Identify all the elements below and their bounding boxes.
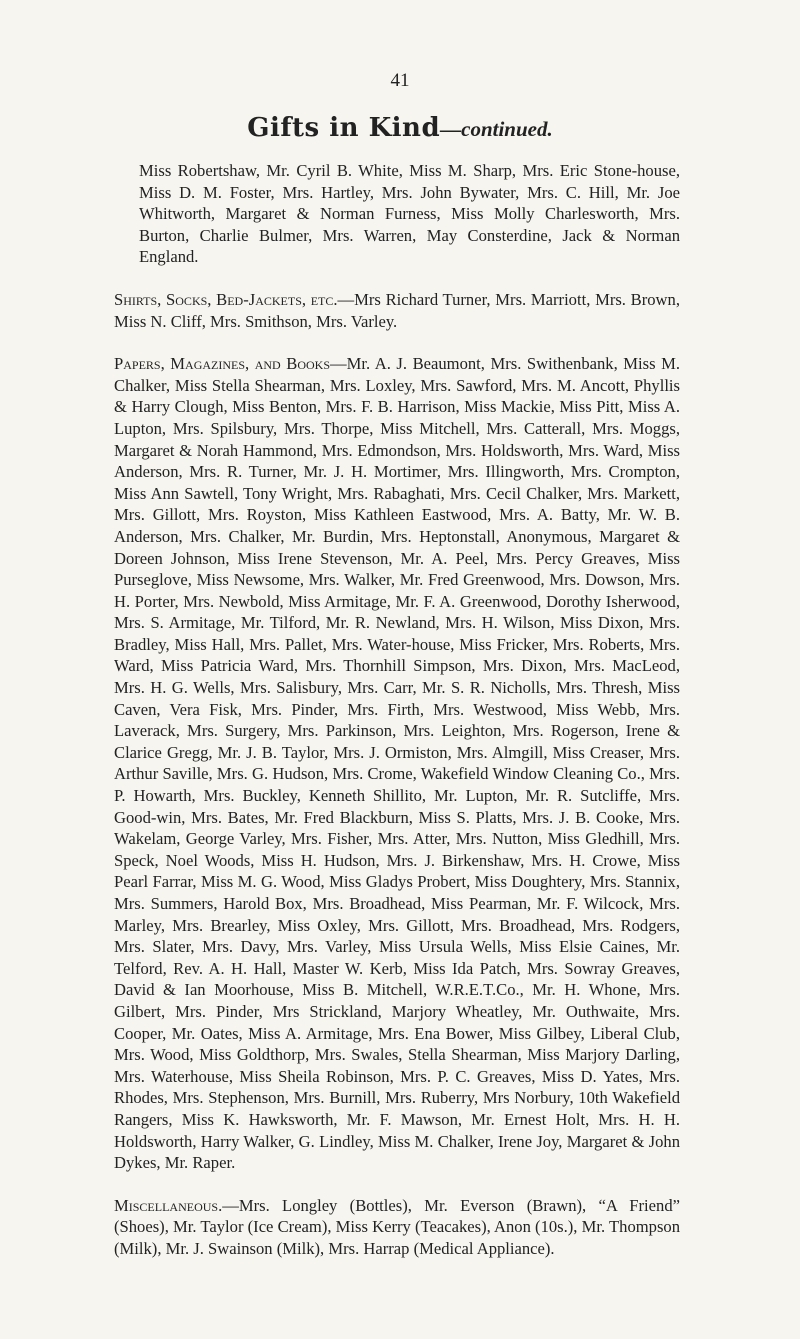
page-number: 41 [390, 70, 410, 91]
donor-paragraph-general [114, 160, 680, 268]
donor-names: Miss Robertshaw, Mr. Cyril B. White, Miss M. Sharp, Mrs. Eric Stone-house, Miss D. M. Foster, Mrs. Hartley, Mrs. John Bywater, Mrs. C. Hill, Mr. Joe Whitworth, Margaret & Norman Furness, Miss Molly Charlesworth, Mrs. Burton, Charlie Bulmer, Mrs. Warren, May Consterdine, Jack & Norman England. [139, 161, 680, 267]
category-label: Miscellaneous. [114, 1195, 223, 1215]
category-label: Shirts, Socks, Bed-Jackets, etc. [114, 289, 338, 309]
donor-list [114, 160, 680, 1281]
heading-title: Gifts in Kind [247, 113, 441, 143]
donor-names: —Mrs. Longley (Bottles), Mr. Everson (Brawn), “A Friend” (Shoes), Mr. Taylor (Ice Cream), Miss Kerry (Teacakes), Anon (10s.), Mr. Thompson (Milk), Mr. J. Swainson (Milk), Mrs. Harrap (Medical Appliance). [114, 1195, 680, 1258]
donor-paragraph-shirts [114, 289, 680, 332]
donor-names: —Mrs Richard Turner, Mrs. Marriott, Mrs. Brown, Miss N. Cliff, Mrs. Smithson, Mrs. Varley. [114, 289, 680, 331]
donor-names: —Mr. A. J. Beaumont, Mrs. Swithenbank, Miss M. Chalker, Miss Stella Shearman, Mrs. Loxley, Mrs. Sawford, Mrs. M. Ancott, Phyllis & Harry Clough, Miss Benton, Mrs. F. B. Harrison, Miss Mackie, Miss Pitt, Miss A. Lupton, Mrs. Spilsbury, Mrs. Thorpe, Miss Mitchell, Mrs. Catterall, Mrs. Moggs, Margaret & Norah Hammond, Mrs. Edmondson, Mrs. Holdsworth, Mrs. Ward, Miss Anderson, Mrs. R. Turner, Mr. J. H. Mortimer, Mrs. Illingworth, Mrs. Crompton, Miss Ann Sawtell, Tony Wright, Mrs. Rabaghati, Mrs. Cecil Chalker, Mrs. Markett, Mrs. Gillott, Mrs. Royston, Miss Kathleen Eastwood, Mrs. A. Batty, Mr. W. B. Anderson, Mrs. Chalker, Mr. Burdin, Mrs. Heptonstall, Anonymous, Margaret & Doreen Johnson, Miss Irene Stevenson, Mr. A. Peel, Mrs. Percy Greaves, Miss Purseglove, Miss Newsome, Mrs. Walker, Mr. Fred Greenwood, Mrs. Dowson, Mrs. H. Porter, Mrs. Newbold, Miss Armitage, Mr. F. A. Greenwood, Dorothy Isherwood, Mrs. S. Armitage, Mr. Tilford, Mr. R. Newland, Mrs. H. Wilson, Miss Dixon, Mrs. Bradley, Miss Hall, Mrs. Pallet, Mrs. Water-house, Miss Fricker, Mrs. Roberts, Mrs. Ward, Miss Patricia Ward, Mrs. Thornhill Simpson, Mrs. Dixon, Mrs. MacLeod, Mrs. H. G. Wells, Mrs. Salisbury, Mrs. Carr, Mr. S. R. Nicholls, Mrs. Thresh, Miss Caven, Vera Fisk, Mrs. Pinder, Mrs. Firth, Mrs. Westwood, Miss Webb, Mrs. Laverack, Mrs. Surgery, Mrs. Parkinson, Mrs. Leighton, Mrs. Rogerson, Irene & Clarice Gregg, Mr. J. B. Taylor, Mrs. J. Ormiston, Mrs. Almgill, Miss Creaser, Mrs. Arthur Saville, Mrs. G. Hudson, Mrs. Crome, Wakefield Window Cleaning Co., Mrs. P. Howarth, Mrs. Buckley, Kenneth Shillito, Mr. Lupton, Mr. R. Sutcliffe, Mrs. Good-win, Mrs. Bates, Mr. Fred Blackburn, Miss S. Platts, Mrs. J. B. Cooke, Mrs. Wakelam, George Varley, Mrs. Fisher, Mrs. Atter, Mrs. Nutton, Miss Gledhill, Mrs. Speck, Noel Woods, Miss H. Hudson, Mrs. J. Birkenshaw, Mrs. H. Crowe, Miss Pearl Farrar, Miss M. G. Wood, Miss Gladys Probert, Miss Doughtery, Mrs. Stannix, Mrs. Summers, Harold Box, Mrs. Broadhead, Miss Pearman, Mr. F. Wilcock, Mrs. Marley, Mrs. Brearley, Miss Oxley, Mrs. Gillott, Mrs. Broadhead, Mrs. Rodgers, Mrs. Slater, Mrs. Davy, Mrs. Varley, Miss Ursula Wells, Miss Elsie Caines, Mr. Telford, Rev. A. H. Hall, Master W. Kerb, Miss Ida Patch, Mrs. Sowray Greaves, David & Ian Moorhouse, Miss B. Mitchell, W.R.E.T.Co., Mr. H. Whone, Mrs. Gilbert, Mrs. Pinder, Mrs Strickland, Marjory Wheatley, Mr. Outhwaite, Mrs. Cooper, Mr. Oates, Miss A. Armitage, Mrs. Ena Bower, Miss Gilbey, Liberal Club, Mrs. Wood, Miss Goldthorp, Mrs. Swales, Stella Shearman, Miss Marjory Darling, Mrs. Waterhouse, Miss Sheila Robinson, Mrs. P. C. Greaves, Miss D. Yates, Mrs. Rhodes, Mrs. Stephenson, Mrs. Burnill, Mrs. Ruberry, Mrs Norbury, 10th Wakefield Rangers, Miss K. Hawksworth, Mr. F. Mawson, Mr. Ernest Holt, Mrs. H. H. Holdsworth, Harry Walker, G. Lindley, Miss M. Chalker, Irene Joy, Margaret & John Dykes, Mr. Raper. [114, 354, 681, 1173]
donor-paragraph-miscellaneous [114, 1195, 680, 1260]
donor-paragraph-papers [114, 353, 680, 1174]
heading-continued: —continued. [440, 117, 553, 141]
category-label: Papers, Magazines, and Books [114, 354, 331, 374]
page-heading [0, 113, 800, 143]
